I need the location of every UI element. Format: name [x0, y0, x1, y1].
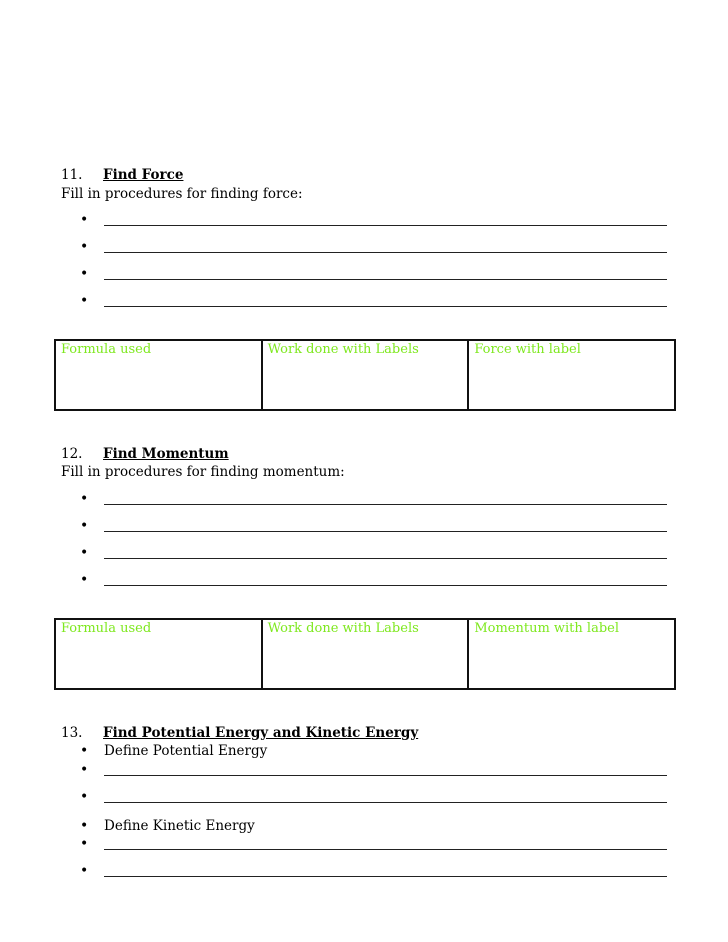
bullet-icon: •	[80, 743, 89, 759]
momentum-with-label-cell[interactable]	[468, 619, 675, 689]
question-title: Find Momentum	[103, 446, 229, 462]
bullet-icon: •	[80, 212, 89, 228]
answer-line[interactable]	[104, 252, 667, 253]
question-12-heading	[61, 446, 229, 462]
define-potential-energy-label: Define Potential Energy	[104, 743, 268, 759]
bullet-icon: •	[80, 491, 89, 507]
answer-line[interactable]	[104, 585, 667, 586]
question-11-heading	[61, 167, 183, 183]
define-kinetic-energy-label: Define Kinetic Energy	[104, 818, 255, 834]
question-12-instruction: Fill in procedures for finding momentum:	[61, 464, 345, 480]
cell-header: Formula used	[61, 621, 152, 636]
answer-line[interactable]	[104, 876, 667, 877]
cell-header: Momentum with label	[474, 621, 619, 636]
answer-line[interactable]	[104, 504, 667, 505]
question-11-instruction: Fill in procedures for finding force:	[61, 186, 303, 202]
formula-used-cell[interactable]	[55, 340, 262, 410]
question-number: 12.	[61, 446, 83, 462]
answer-line[interactable]	[104, 802, 667, 803]
question-title: Find Force	[103, 167, 184, 183]
bullet-icon: •	[80, 266, 89, 282]
question-title: Find Potential Energy and Kinetic Energy	[103, 725, 419, 741]
answer-line[interactable]	[104, 558, 667, 559]
cell-header: Force with label	[474, 342, 581, 357]
formula-used-cell[interactable]	[55, 619, 262, 689]
answer-line[interactable]	[104, 849, 667, 850]
bullet-icon: •	[80, 818, 89, 834]
force-answer-table	[54, 339, 676, 411]
answer-line[interactable]	[104, 225, 667, 226]
bullet-icon: •	[80, 789, 89, 805]
bullet-icon: •	[80, 572, 89, 588]
answer-line[interactable]	[104, 531, 667, 532]
work-done-cell[interactable]	[262, 340, 469, 410]
force-with-label-cell[interactable]	[468, 340, 675, 410]
bullet-icon: •	[80, 239, 89, 255]
work-done-cell[interactable]	[262, 619, 469, 689]
question-13-heading	[61, 725, 418, 741]
question-number: 13.	[61, 725, 83, 741]
momentum-answer-table	[54, 618, 676, 690]
cell-header: Formula used	[61, 342, 152, 357]
bullet-icon: •	[80, 836, 89, 852]
bullet-icon: •	[80, 863, 89, 879]
answer-line[interactable]	[104, 306, 667, 307]
bullet-icon: •	[80, 762, 89, 778]
cell-header: Work done with Labels	[267, 621, 419, 636]
cell-header: Work done with Labels	[267, 342, 419, 357]
answer-line[interactable]	[104, 775, 667, 776]
bullet-icon: •	[80, 545, 89, 561]
answer-line[interactable]	[104, 279, 667, 280]
bullet-icon: •	[80, 518, 89, 534]
bullet-icon: •	[80, 293, 89, 309]
question-number: 11.	[61, 167, 83, 183]
